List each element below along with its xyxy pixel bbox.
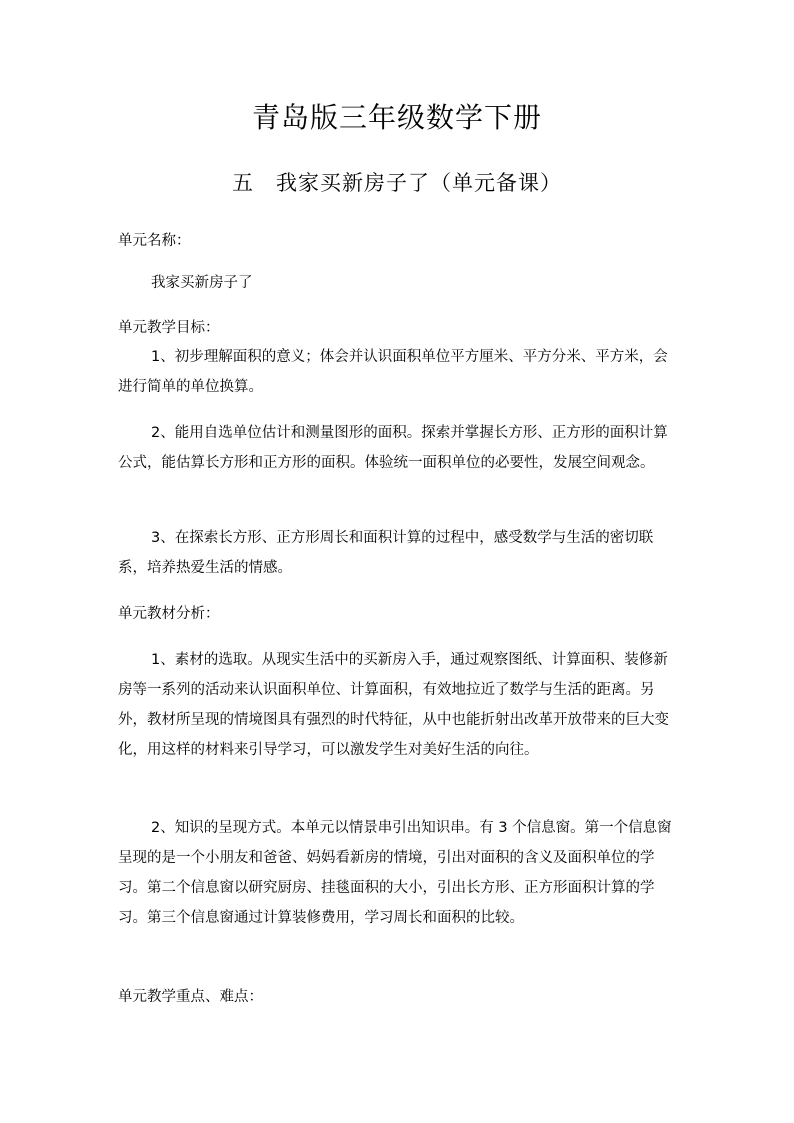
document-title: 青岛版三年级数学下册 <box>251 101 542 134</box>
objectives-heading: 单元教学目标： <box>118 320 220 336</box>
unit-name-text: 我家买新房子了 <box>151 275 253 291</box>
analysis-item-1: 1、素材的选取。从现实生活中的买新房入手，通过观察图纸、计算面积、装修新房等一系列的活动来认识面积单位、计算面积，有效地拉近了数学与生活的距离。另外，教材所呈现的情境图具有强烈的时代特征，从中也能折射出改革开放带来的巨大变化，用这样的材料来引导学习，可以激发学生对美好生活的向往。 <box>118 652 669 758</box>
analysis-heading: 单元教材分析： <box>118 606 220 622</box>
objective-item-1: 1、初步理解面积的意义；体会并认识面积单位平方厘米、平方分米、平方米，会进行简单的单位换算。 <box>118 349 668 395</box>
objective-item-3: 3、在探索长方形、正方形周长和面积计算的过程中，感受数学与生活的密切联系，培养热爱生活的情感。 <box>118 530 654 576</box>
key-points-heading: 单元教学重点、难点： <box>118 989 263 1005</box>
objective-item-2: 2、能用自选单位估计和测量图形的面积。探索并掌握长方形、正方形的面积计算公式，能估算长方形和正方形的面积。体验统一面积单位的必要性，发展空间观念。 <box>118 425 668 471</box>
analysis-item-2: 2、知识的呈现方式。本单元以情景串引出知识串。有 3 个信息窗。第一个信息窗呈现的是一个小朋友和爸爸、妈妈看新房的情境，引出对面积的含义及面积单位的学习。第二个信息窗以研究厨房、挂毯面积的大小，引出长方形、正方形面积计算的学习。第三个信息窗通过计算装修费用，学习周长和面积的比较。 <box>118 820 672 926</box>
document-subtitle: 五 我家买新房子了（单元备课） <box>232 171 562 195</box>
unit-name-heading: 单元名称： <box>118 233 191 249</box>
